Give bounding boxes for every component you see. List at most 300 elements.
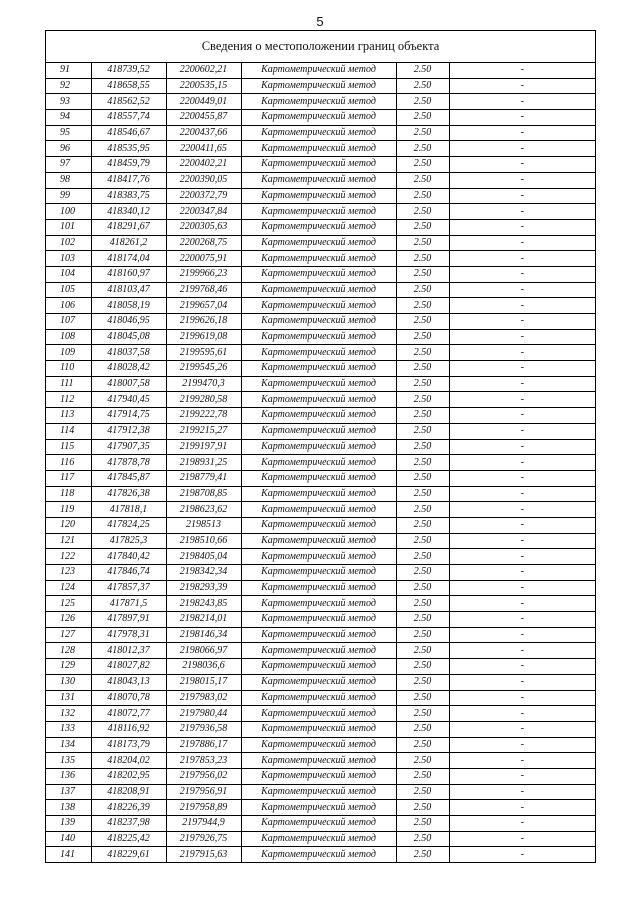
table-row <box>46 565 595 581</box>
table-row <box>46 549 595 565</box>
coordinate-x: 418229,61 <box>91 847 166 863</box>
accuracy-cell: 2.50 <box>396 282 449 298</box>
table-body <box>46 63 595 863</box>
accuracy-cell: 2.50 <box>396 314 449 330</box>
table-row <box>46 706 595 722</box>
method-cell: Картометрический метод <box>241 753 396 769</box>
coordinate-x: 417914,75 <box>91 408 166 424</box>
description-cell: - <box>449 219 595 235</box>
coordinate-y: 2199197,91 <box>166 439 241 455</box>
table-row <box>46 831 595 847</box>
description-cell: - <box>449 517 595 533</box>
table-row <box>46 596 595 612</box>
coordinate-x: 418058,19 <box>91 298 166 314</box>
accuracy-cell: 2.50 <box>396 235 449 251</box>
coordinate-y: 2199280,58 <box>166 392 241 408</box>
coordinate-x: 418291,67 <box>91 219 166 235</box>
point-number: 140 <box>46 831 91 847</box>
coordinate-x: 417824,25 <box>91 517 166 533</box>
accuracy-cell: 2.50 <box>396 768 449 784</box>
point-number: 127 <box>46 627 91 643</box>
accuracy-cell: 2.50 <box>396 784 449 800</box>
table-row <box>46 392 595 408</box>
table-row <box>46 784 595 800</box>
coordinate-y: 2200449,01 <box>166 94 241 110</box>
description-cell: - <box>449 314 595 330</box>
coordinate-y: 2200402,21 <box>166 157 241 173</box>
coordinate-y: 2200075,91 <box>166 251 241 267</box>
method-cell: Картометрический метод <box>241 219 396 235</box>
accuracy-cell: 2.50 <box>396 329 449 345</box>
point-number: 103 <box>46 251 91 267</box>
description-cell: - <box>449 847 595 863</box>
coordinate-x: 418204,02 <box>91 753 166 769</box>
table-row <box>46 455 595 471</box>
accuracy-cell: 2.50 <box>396 721 449 737</box>
table-row <box>46 847 595 863</box>
point-number: 136 <box>46 768 91 784</box>
point-number: 128 <box>46 643 91 659</box>
method-cell: Картометрический метод <box>241 533 396 549</box>
coordinate-y: 2198513 <box>166 517 241 533</box>
method-cell: Картометрический метод <box>241 157 396 173</box>
coordinate-y: 2197983,02 <box>166 690 241 706</box>
accuracy-cell: 2.50 <box>396 800 449 816</box>
coordinate-y: 2197958,89 <box>166 800 241 816</box>
accuracy-cell: 2.50 <box>396 94 449 110</box>
method-cell: Картометрический метод <box>241 329 396 345</box>
accuracy-cell: 2.50 <box>396 502 449 518</box>
point-number: 95 <box>46 125 91 141</box>
table-row <box>46 737 595 753</box>
coordinate-x: 418174,04 <box>91 251 166 267</box>
coordinate-x: 417846,74 <box>91 565 166 581</box>
table-row <box>46 235 595 251</box>
point-number: 106 <box>46 298 91 314</box>
coordinate-x: 418072,77 <box>91 706 166 722</box>
table-row <box>46 470 595 486</box>
coordinates-table <box>46 63 595 863</box>
description-cell: - <box>449 408 595 424</box>
coordinate-x: 417897,91 <box>91 612 166 628</box>
coordinate-x: 417871,5 <box>91 596 166 612</box>
description-cell: - <box>449 549 595 565</box>
method-cell: Картометрический метод <box>241 78 396 94</box>
accuracy-cell: 2.50 <box>396 517 449 533</box>
description-cell: - <box>449 125 595 141</box>
accuracy-cell: 2.50 <box>396 172 449 188</box>
accuracy-cell: 2.50 <box>396 816 449 832</box>
point-number: 123 <box>46 565 91 581</box>
point-number: 137 <box>46 784 91 800</box>
description-cell: - <box>449 596 595 612</box>
point-number: 113 <box>46 408 91 424</box>
coordinate-y: 2198342,34 <box>166 565 241 581</box>
coordinate-x: 417912,38 <box>91 423 166 439</box>
method-cell: Картометрический метод <box>241 204 396 220</box>
coordinate-y: 2198015,17 <box>166 674 241 690</box>
table-row <box>46 345 595 361</box>
description-cell: - <box>449 706 595 722</box>
coordinate-y: 2200347,84 <box>166 204 241 220</box>
table-row <box>46 627 595 643</box>
description-cell: - <box>449 753 595 769</box>
coordinate-y: 2199626,18 <box>166 314 241 330</box>
coordinate-y: 2198623,62 <box>166 502 241 518</box>
point-number: 134 <box>46 737 91 753</box>
method-cell: Картометрический метод <box>241 314 396 330</box>
point-number: 115 <box>46 439 91 455</box>
coordinate-x: 418160,97 <box>91 266 166 282</box>
accuracy-cell: 2.50 <box>396 298 449 314</box>
coordinate-x: 418557,74 <box>91 110 166 126</box>
method-cell: Картометрический метод <box>241 659 396 675</box>
description-cell: - <box>449 141 595 157</box>
coordinate-y: 2199545,26 <box>166 361 241 377</box>
coordinate-y: 2197853,23 <box>166 753 241 769</box>
method-cell: Картометрический метод <box>241 784 396 800</box>
accuracy-cell: 2.50 <box>396 549 449 565</box>
coordinate-x: 418037,58 <box>91 345 166 361</box>
method-cell: Картометрический метод <box>241 392 396 408</box>
coordinate-y: 2198066,97 <box>166 643 241 659</box>
accuracy-cell: 2.50 <box>396 580 449 596</box>
table-row <box>46 643 595 659</box>
point-number: 111 <box>46 376 91 392</box>
description-cell: - <box>449 392 595 408</box>
point-number: 135 <box>46 753 91 769</box>
table-row <box>46 612 595 628</box>
coordinate-y: 2200390,05 <box>166 172 241 188</box>
table-row <box>46 219 595 235</box>
coordinate-x: 417857,37 <box>91 580 166 596</box>
description-cell: - <box>449 816 595 832</box>
description-cell: - <box>449 502 595 518</box>
method-cell: Картометрический метод <box>241 596 396 612</box>
point-number: 107 <box>46 314 91 330</box>
table-row <box>46 298 595 314</box>
method-cell: Картометрический метод <box>241 251 396 267</box>
description-cell: - <box>449 784 595 800</box>
coordinate-x: 418043,13 <box>91 674 166 690</box>
method-cell: Картометрический метод <box>241 282 396 298</box>
description-cell: - <box>449 627 595 643</box>
point-number: 124 <box>46 580 91 596</box>
point-number: 97 <box>46 157 91 173</box>
coordinate-y: 2198146,34 <box>166 627 241 643</box>
coordinate-y: 2197956,91 <box>166 784 241 800</box>
coordinate-y: 2199657,04 <box>166 298 241 314</box>
method-cell: Картометрический метод <box>241 188 396 204</box>
description-cell: - <box>449 690 595 706</box>
coordinate-y: 2198708,85 <box>166 486 241 502</box>
table-row <box>46 94 595 110</box>
coordinate-x: 418739,52 <box>91 63 166 78</box>
accuracy-cell: 2.50 <box>396 627 449 643</box>
coordinate-x: 417978,31 <box>91 627 166 643</box>
description-cell: - <box>449 565 595 581</box>
table-row <box>46 282 595 298</box>
table-row <box>46 768 595 784</box>
coordinate-x: 418007,58 <box>91 376 166 392</box>
coordinate-y: 2200372,79 <box>166 188 241 204</box>
table-row <box>46 125 595 141</box>
description-cell: - <box>449 204 595 220</box>
description-cell: - <box>449 157 595 173</box>
method-cell: Картометрический метод <box>241 125 396 141</box>
method-cell: Картометрический метод <box>241 345 396 361</box>
coordinate-y: 2199768,46 <box>166 282 241 298</box>
method-cell: Картометрический метод <box>241 470 396 486</box>
description-cell: - <box>449 251 595 267</box>
accuracy-cell: 2.50 <box>396 486 449 502</box>
point-number: 133 <box>46 721 91 737</box>
point-number: 131 <box>46 690 91 706</box>
accuracy-cell: 2.50 <box>396 423 449 439</box>
coordinate-x: 418237,98 <box>91 816 166 832</box>
coordinate-x: 417907,35 <box>91 439 166 455</box>
description-cell: - <box>449 329 595 345</box>
accuracy-cell: 2.50 <box>396 345 449 361</box>
point-number: 141 <box>46 847 91 863</box>
description-cell: - <box>449 486 595 502</box>
method-cell: Картометрический метод <box>241 172 396 188</box>
accuracy-cell: 2.50 <box>396 125 449 141</box>
table-row <box>46 423 595 439</box>
point-number: 122 <box>46 549 91 565</box>
description-cell: - <box>449 659 595 675</box>
coordinate-y: 2197886,17 <box>166 737 241 753</box>
method-cell: Картометрический метод <box>241 643 396 659</box>
coordinate-y: 2198036,6 <box>166 659 241 675</box>
coordinate-x: 418562,52 <box>91 94 166 110</box>
coordinate-y: 2198405,04 <box>166 549 241 565</box>
table-row <box>46 251 595 267</box>
coordinate-x: 418225,42 <box>91 831 166 847</box>
coordinate-y: 2197936,58 <box>166 721 241 737</box>
description-cell: - <box>449 78 595 94</box>
coordinate-y: 2200305,63 <box>166 219 241 235</box>
accuracy-cell: 2.50 <box>396 408 449 424</box>
description-cell: - <box>449 439 595 455</box>
coordinate-y: 2200602,21 <box>166 63 241 78</box>
coordinate-y: 2199595,61 <box>166 345 241 361</box>
method-cell: Картометрический метод <box>241 674 396 690</box>
accuracy-cell: 2.50 <box>396 470 449 486</box>
point-number: 100 <box>46 204 91 220</box>
method-cell: Картометрический метод <box>241 816 396 832</box>
method-cell: Картометрический метод <box>241 408 396 424</box>
coordinate-y: 2200268,75 <box>166 235 241 251</box>
accuracy-cell: 2.50 <box>396 219 449 235</box>
table-row <box>46 204 595 220</box>
point-number: 126 <box>46 612 91 628</box>
accuracy-cell: 2.50 <box>396 596 449 612</box>
coordinate-y: 2199619,08 <box>166 329 241 345</box>
accuracy-cell: 2.50 <box>396 753 449 769</box>
coordinate-y: 2198931,25 <box>166 455 241 471</box>
accuracy-cell: 2.50 <box>396 643 449 659</box>
point-number: 108 <box>46 329 91 345</box>
table-title: Сведения о местоположении границ объекта <box>46 31 595 63</box>
point-number: 117 <box>46 470 91 486</box>
point-number: 99 <box>46 188 91 204</box>
accuracy-cell: 2.50 <box>396 439 449 455</box>
description-cell: - <box>449 110 595 126</box>
coordinate-y: 2200437,66 <box>166 125 241 141</box>
accuracy-cell: 2.50 <box>396 110 449 126</box>
description-cell: - <box>449 533 595 549</box>
method-cell: Картометрический метод <box>241 800 396 816</box>
table-row <box>46 502 595 518</box>
table-row <box>46 376 595 392</box>
method-cell: Картометрический метод <box>241 110 396 126</box>
coordinate-y: 2198510,66 <box>166 533 241 549</box>
method-cell: Картометрический метод <box>241 612 396 628</box>
coordinate-x: 417878,78 <box>91 455 166 471</box>
table-row <box>46 361 595 377</box>
coordinate-x: 417845,87 <box>91 470 166 486</box>
method-cell: Картометрический метод <box>241 423 396 439</box>
coordinate-y: 2197944,9 <box>166 816 241 832</box>
description-cell: - <box>449 721 595 737</box>
method-cell: Картометрический метод <box>241 737 396 753</box>
accuracy-cell: 2.50 <box>396 204 449 220</box>
accuracy-cell: 2.50 <box>396 361 449 377</box>
point-number: 121 <box>46 533 91 549</box>
method-cell: Картометрический метод <box>241 517 396 533</box>
method-cell: Картометрический метод <box>241 439 396 455</box>
coordinate-x: 418070,78 <box>91 690 166 706</box>
coordinate-x: 418045,08 <box>91 329 166 345</box>
table-row <box>46 674 595 690</box>
coordinate-x: 418208,91 <box>91 784 166 800</box>
method-cell: Картометрический метод <box>241 455 396 471</box>
point-number: 105 <box>46 282 91 298</box>
point-number: 125 <box>46 596 91 612</box>
method-cell: Картометрический метод <box>241 266 396 282</box>
point-number: 96 <box>46 141 91 157</box>
accuracy-cell: 2.50 <box>396 565 449 581</box>
page-number: 5 <box>316 14 324 29</box>
coordinate-y: 2200411,65 <box>166 141 241 157</box>
method-cell: Картометрический метод <box>241 486 396 502</box>
point-number: 102 <box>46 235 91 251</box>
method-cell: Картометрический метод <box>241 235 396 251</box>
description-cell: - <box>449 94 595 110</box>
table-row <box>46 753 595 769</box>
coordinate-x: 418202,95 <box>91 768 166 784</box>
point-number: 94 <box>46 110 91 126</box>
table-row <box>46 816 595 832</box>
table-row <box>46 533 595 549</box>
coordinate-y: 2200535,15 <box>166 78 241 94</box>
point-number: 120 <box>46 517 91 533</box>
description-cell: - <box>449 674 595 690</box>
accuracy-cell: 2.50 <box>396 78 449 94</box>
coordinate-x: 418658,55 <box>91 78 166 94</box>
accuracy-cell: 2.50 <box>396 659 449 675</box>
point-number: 104 <box>46 266 91 282</box>
method-cell: Картометрический метод <box>241 376 396 392</box>
method-cell: Картометрический метод <box>241 580 396 596</box>
method-cell: Картометрический метод <box>241 706 396 722</box>
method-cell: Картометрический метод <box>241 627 396 643</box>
table-row <box>46 721 595 737</box>
description-cell: - <box>449 235 595 251</box>
coordinate-y: 2199470,3 <box>166 376 241 392</box>
description-cell: - <box>449 580 595 596</box>
accuracy-cell: 2.50 <box>396 737 449 753</box>
coordinate-y: 2198214,01 <box>166 612 241 628</box>
accuracy-cell: 2.50 <box>396 376 449 392</box>
coordinate-x: 418340,12 <box>91 204 166 220</box>
table-row <box>46 172 595 188</box>
boundary-table <box>45 30 596 863</box>
method-cell: Картометрический метод <box>241 847 396 863</box>
description-cell: - <box>449 63 595 78</box>
point-number: 132 <box>46 706 91 722</box>
accuracy-cell: 2.50 <box>396 533 449 549</box>
method-cell: Картометрический метод <box>241 565 396 581</box>
table-row <box>46 266 595 282</box>
coordinate-x: 417818,1 <box>91 502 166 518</box>
coordinate-x: 418103,47 <box>91 282 166 298</box>
coordinate-y: 2198293,39 <box>166 580 241 596</box>
coordinate-x: 418226,39 <box>91 800 166 816</box>
table-row <box>46 800 595 816</box>
method-cell: Картометрический метод <box>241 361 396 377</box>
description-cell: - <box>449 470 595 486</box>
coordinate-y: 2199215,27 <box>166 423 241 439</box>
coordinate-y: 2199966,23 <box>166 266 241 282</box>
table-row <box>46 439 595 455</box>
coordinate-x: 417840,42 <box>91 549 166 565</box>
table-row <box>46 580 595 596</box>
point-number: 101 <box>46 219 91 235</box>
accuracy-cell: 2.50 <box>396 266 449 282</box>
coordinate-x: 418012,37 <box>91 643 166 659</box>
coordinate-x: 418459,79 <box>91 157 166 173</box>
description-cell: - <box>449 643 595 659</box>
point-number: 139 <box>46 816 91 832</box>
point-number: 116 <box>46 455 91 471</box>
point-number: 109 <box>46 345 91 361</box>
description-cell: - <box>449 172 595 188</box>
table-row <box>46 486 595 502</box>
accuracy-cell: 2.50 <box>396 141 449 157</box>
method-cell: Картометрический метод <box>241 768 396 784</box>
method-cell: Картометрический метод <box>241 298 396 314</box>
description-cell: - <box>449 376 595 392</box>
description-cell: - <box>449 831 595 847</box>
table-row <box>46 314 595 330</box>
coordinate-y: 2198779,41 <box>166 470 241 486</box>
coordinate-x: 418383,75 <box>91 188 166 204</box>
table-row <box>46 188 595 204</box>
point-number: 110 <box>46 361 91 377</box>
coordinate-x: 418028,42 <box>91 361 166 377</box>
description-cell: - <box>449 768 595 784</box>
description-cell: - <box>449 423 595 439</box>
coordinate-x: 418173,79 <box>91 737 166 753</box>
coordinate-x: 418546,67 <box>91 125 166 141</box>
point-number: 119 <box>46 502 91 518</box>
accuracy-cell: 2.50 <box>396 392 449 408</box>
point-number: 93 <box>46 94 91 110</box>
coordinate-x: 418046,95 <box>91 314 166 330</box>
accuracy-cell: 2.50 <box>396 612 449 628</box>
